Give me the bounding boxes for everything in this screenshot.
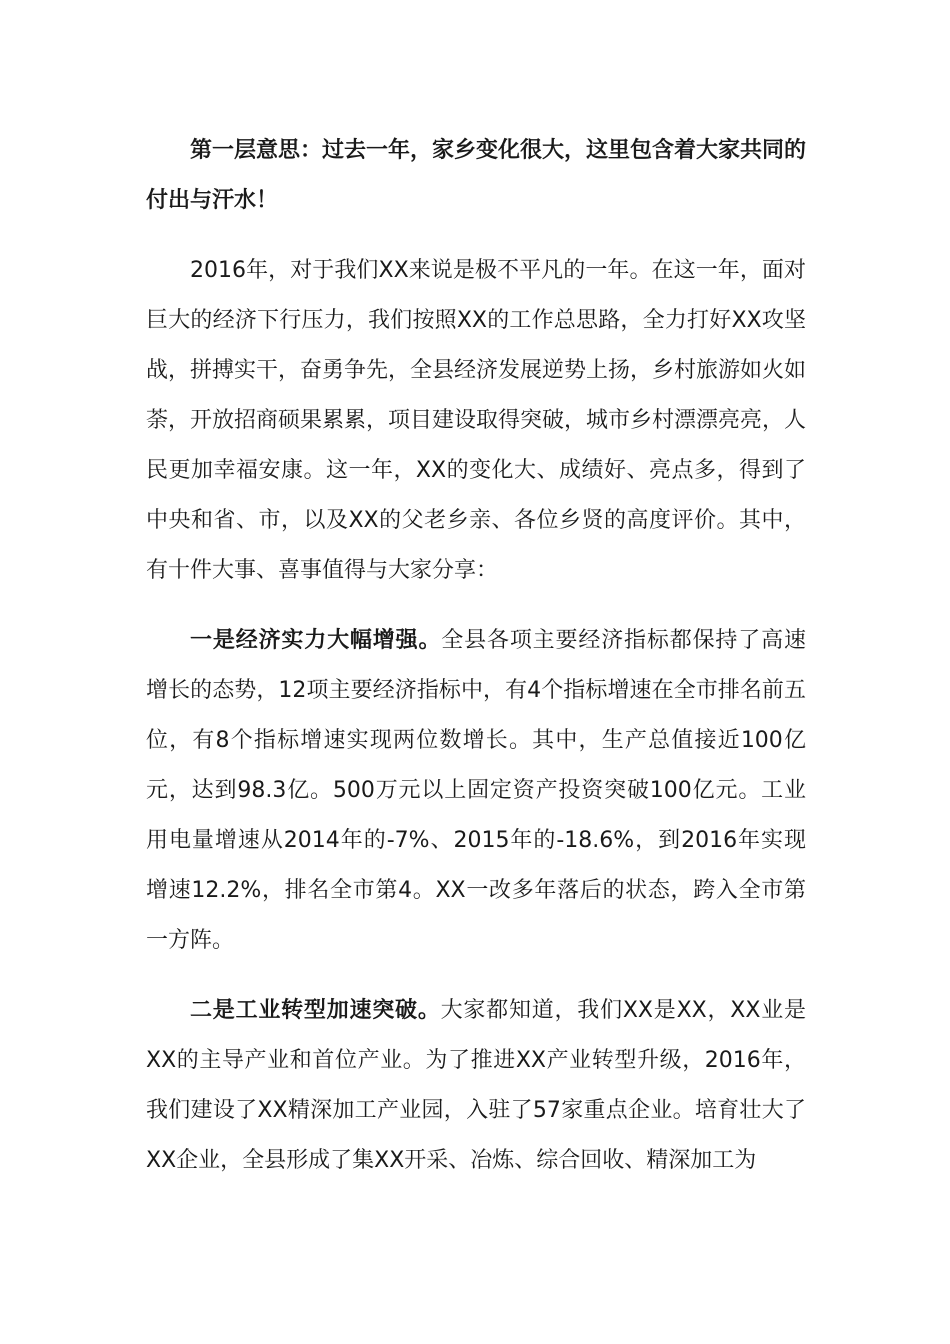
paragraph-economy: [146, 616, 806, 966]
paragraph-industry-lead: 二是工业转型加速突破。: [190, 998, 441, 1023]
paragraph-economy-body: 全县各项主要经济指标都保持了高速增长的态势，12项主要经济指标中，有4个指标增速在全市排名前五位，有8个指标增速实现两位数增长。其中，生产总值接近100亿元，达到98.3亿。500万元以上固定资产投资突破100亿元。工业用电量增速从2014年的-7%、2015年的-18.6%，到2016年实现增速12.2%，排名全市第4。XX一改多年落后的状态，跨入全市第一方阵。: [146, 628, 806, 953]
paragraph-economy-lead: 一是经济实力大幅增强。: [190, 628, 442, 653]
document-body: [146, 126, 806, 1206]
paragraph-industry-body: 大家都知道，我们XX是XX，XX业是XX的主导产业和首位产业。为了推进XX产业转型升级，2016年，我们建设了XX精深加工产业园，入驻了57家重点企业。培育壮大了XX企业，全县形成了集XX开采、冶炼、综合回收、精深加工为: [146, 998, 806, 1173]
section-heading: 第一层意思：过去一年，家乡变化很大，这里包含着大家共同的付出与汗水！: [146, 138, 807, 213]
paragraph-industry: [146, 986, 806, 1186]
intro-paragraph: 2016年，对于我们XX来说是极不平凡的一年。在这一年，面对巨大的经济下行压力，我们按照XX的工作总思路，全力打好XX攻坚战，拼搏实干，奋勇争先，全县经济发展逆势上扬，乡村旅游如火如荼，开放招商硕果累累，项目建设取得突破，城市乡村漂漂亮亮，人民更加幸福安康。这一年，XX的变化大、成绩好、亮点多，得到了中央和省、市，以及XX的父老乡亲、各位乡贤的高度评价。其中，有十件大事、喜事值得与大家分享：: [146, 258, 807, 583]
